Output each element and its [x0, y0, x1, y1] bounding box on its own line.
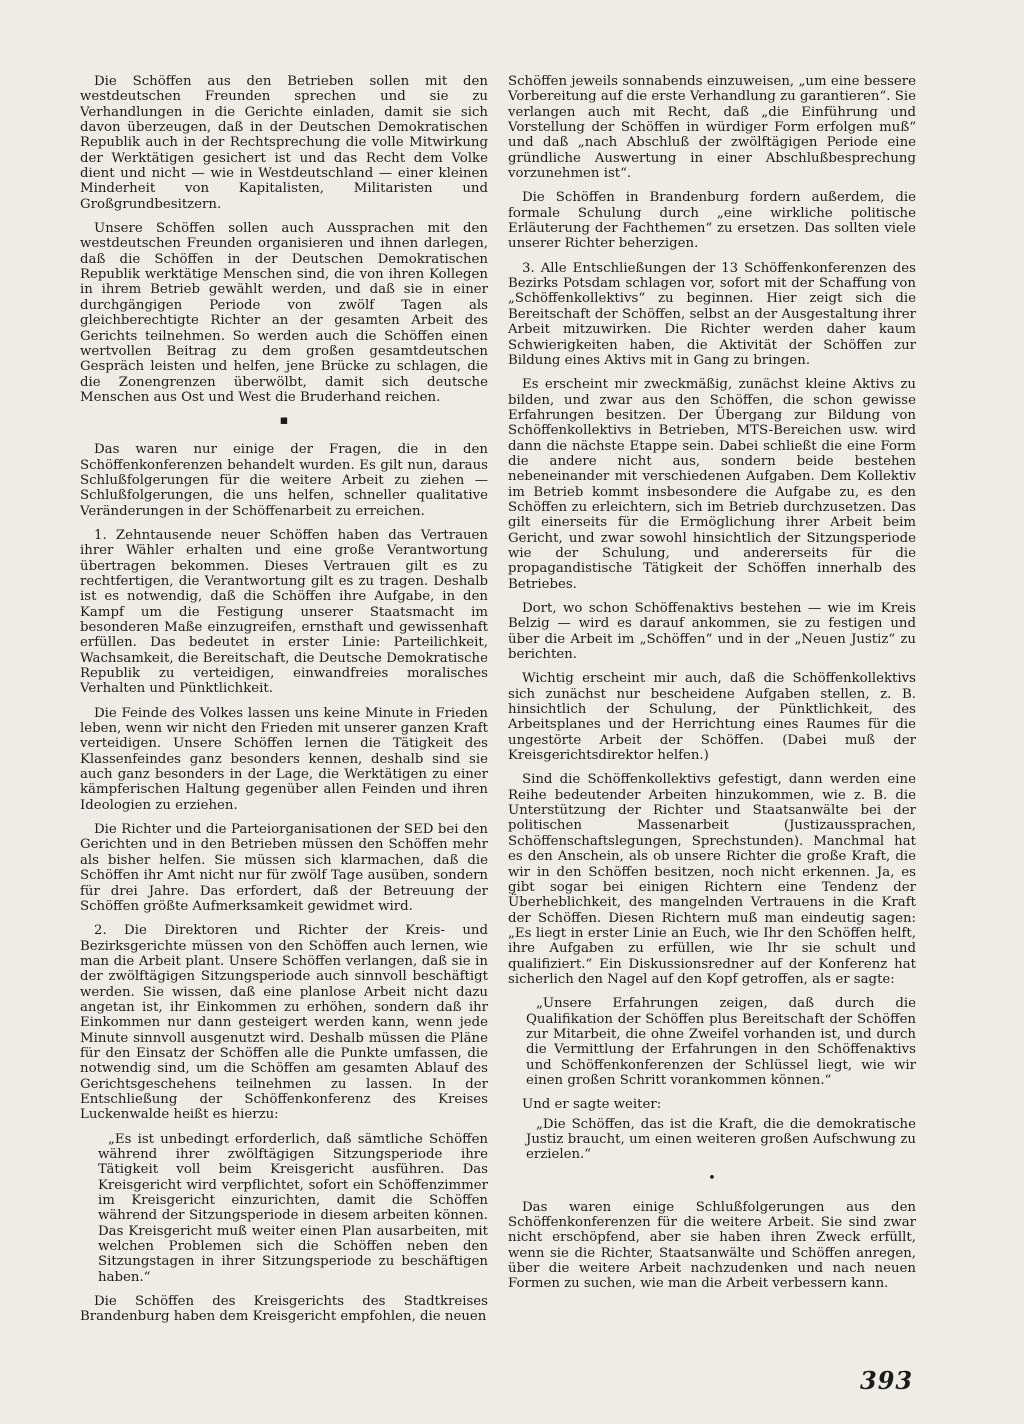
- page-number: 393: [860, 1366, 914, 1395]
- paragraph: 1. Zehntausende neuer Schöffen haben das Vertrauen ihrer Wähler erhalten und eine große Verantwortung übertragen bekommen. Dieses Vertrauen gilt es zu rechtfertigen, die Verantwortung gilt es zu tragen. Deshalb ist es notwendig, daß die Schöffen ihre Aufgabe, in den Kampf um die Festigung unserer Staatsmacht im besonderen Maße einzugreifen, ernsthaft und gewissenhaft erfüllen. Das bedeutet in erster Linie: Parteilichkeit, Wachsamkeit, die Bereitschaft, die Deutsche Demokratische Republik zu verteidigen, einwandfreies moralisches Verhalten und Pünktlichkeit.: [80, 527, 488, 697]
- paragraph: Die Schöffen aus den Betrieben sollen mit den westdeutschen Freunden sprechen und sie zu Verhandlungen in die Gerichte einladen, damit sie sich davon überzeugen, daß in der Deutschen Demokratischen Republik auch in der Rechtsprechung die volle Mitwirkung der Werktätigen gesichert ist und das Recht dem Volke dient und nicht — wie in Westdeutschland — einer kleinen Minderheit von Kapitalisten, Militaristen und Großgrundbesitzern.: [80, 74, 488, 212]
- paragraph: Es erscheint mir zweckmäßig, zunächst kleine Aktivs zu bilden, und zwar aus den Schöffen, die schon gewisse Erfahrungen besitzen. Der Übergang zur Bildung von Schöffenkollektivs in Betrieben, MTS-Bereichen usw. wird dann die nächste Etappe sein. Dabei schließt die eine Form die andere nicht aus, sondern beide bestehen nebeneinander mit verschiedenen Aufgaben. Dem Kollektiv im Betrieb kommt insbesondere die Aufgabe zu, es den Schöffen zu erleichtern, sich im Betrieb durchzusetzen. Das gilt einerseits für die Ermöglichung ihrer Arbeit beim Gericht, und zwar sowohl hinsichtlich der Sitzungsperiode wie der Schulung, und andererseits für die propagandistische Tätigkeit der Schöffen innerhalb des Betriebes.: [508, 377, 916, 592]
- paragraph: Die Schöffen in Brandenburg fordern außerdem, die formale Schulung durch „eine wirkliche politische Erläuterung der Fachthemen“ zu ersetzen. Das sollten viele unserer Richter beherzigen.: [508, 190, 916, 252]
- paragraph: Dort, wo schon Schöffenaktivs bestehen — wie im Kreis Belzig — wird es darauf ankommen, sie zu festigen und über die Arbeit im „Schöffen“ und in der „Neuen Justiz“ zu berichten.: [508, 601, 916, 663]
- paragraph: Unsere Schöffen sollen auch Aussprachen mit den westdeutschen Freunden organisieren und ihnen darlegen, daß die Schöffen in der Deutschen Demokratischen Republik werktätige Menschen sind, die von ihren Kollegen in ihrem Betrieb gewählt werden, und daß sie in einer durchgängigen Periode von zwölf Tagen als gleichberechtigte Richter an der gesamten Arbeit des Gerichts teilnehmen. So werden auch die Schöffen einen wertvollen Beitrag zu dem großen gesamtdeutschen Gespräch leisten und helfen, jene Brücke zu schlagen, die die Zonengrenzen überwölbt, damit sich deutsche Menschen aus Ost und West die Bruderhand reichen.: [80, 221, 488, 405]
- left-column: [80, 74, 488, 1334]
- block-quote: „Unsere Erfahrungen zeigen, daß durch die Qualifikation der Schöffen plus Bereitschaft der Schöffen zur Mitarbeit, die ohne Zweifel vorhanden ist, und durch die Vermittlung der Erfahrungen in den Schöffenaktivs und Schöffenkonferenzen der Schlüssel liegt, wie wir einen großen Schritt vorankommen können.“: [526, 996, 916, 1088]
- paragraph: Die Feinde des Volkes lassen uns keine Minute in Frieden leben, wenn wir nicht den Frieden mit unserer ganzen Kraft verteidigen. Unsere Schöffen lernen die Tätigkeit des Klassenfeindes ganz besonders kennen, deshalb sind sie auch ganz besonders in der Lage, die Werktätigen zu einer kämpferischen Haltung gegenüber allen Feinden und ihren Ideologien zu erziehen.: [80, 705, 488, 813]
- paragraph: Die Schöffen des Kreisgerichts des Stadtkreises Brandenburg haben dem Kreisgericht empfohlen, die neuen: [80, 1294, 488, 1325]
- section-separator: ▪: [279, 413, 289, 429]
- block-quote: „Die Schöffen, das ist die Kraft, die die demokratische Justiz braucht, um einen weiteren großen Aufschwung zu erzielen.“: [526, 1116, 916, 1163]
- paragraph: 3. Alle Entschließungen der 13 Schöffenkonferenzen des Bezirks Potsdam schlagen vor, sofort mit der Schaffung von „Schöffenkollektivs“ zu beginnen. Hier zeigt sich die Bereitschaft der Schöffen, selbst an der Ausgestaltung ihrer Arbeit mitzuwirken. Die Richter werden daher kaum Schwierigkeiten haben, die Aktivität der Schöffen zur Bildung eines Aktivs mit in Gang zu bringen.: [508, 260, 916, 368]
- right-column: [508, 74, 916, 1301]
- paragraph: Und er sagte weiter:: [522, 1097, 662, 1113]
- paragraph: Schöffen jeweils sonnabends einzuweisen, „um eine bessere Vorbereitung auf die erste Verhandlung zu garantieren“. Sie verlangen auch mit Recht, daß „die Einführung und Vorstellung der Schöffen in würdiger Form erfolgen muß“ und daß „nach Abschluß der zwölftägigen Periode eine gründliche Auswertung in einer Abschlußbesprechung vorzunehmen ist“.: [508, 74, 916, 182]
- paragraph: Die Richter und die Parteiorganisationen der SED bei den Gerichten und in den Betrieben müssen den Schöffen mehr als bisher helfen. Sie müssen sich klarmachen, daß die Schöffen ihr Amt nicht nur für zwölf Tage ausüben, sondern für drei Jahre. Das erfordert, daß der Betreuung der Schöffen größte Aufmerksamkeit gewidmet wird.: [80, 822, 488, 914]
- paragraph: Das waren nur einige der Fragen, die in den Schöffenkonferenzen behandelt wurden. Es gilt nun, daraus Schlußfolgerungen für die weitere Arbeit zu ziehen — Schlußfolgerungen, die uns helfen, schneller qualitative Veränderungen in der Schöffenarbeit zu erreichen.: [80, 442, 488, 519]
- paragraph: Sind die Schöffenkollektivs gefestigt, dann werden eine Reihe bedeutender Arbeiten hinzukommen, wie z. B. die Unterstützung der Richter und Staatsanwälte bei der politischen Massenarbeit (Justizaussprachen, Schöffenschaftslegungen, Sprechstunden). Manchmal hat es den Anschein, als ob unsere Richter die große Kraft, die wir in den Schöffen besitzen, noch nicht erkennen. Ja, es gibt sogar bei einigen Richtern eine Tendenz der Überheblichkeit, des mangelnden Vertrauens in die Kraft der Schöffen. Diesen Richtern muß man eindeutig sagen: „Es liegt in erster Linie an Euch, wie Ihr den Schöffen helft, ihre Aufgaben zu erfüllen, wie Ihr sie schult und qualifiziert.“ Ein Diskussionsredner auf der Konferenz hat sicherlich den Nagel auf den Kopf getroffen, als er sagte:: [508, 772, 916, 987]
- paragraph: 2. Die Direktoren und Richter der Kreis- und Bezirksgerichte müssen von den Schöffen auch lernen, wie man die Arbeit plant. Unsere Schöffen verlangen, daß sie in der zwölftägigen Sitzungsperiode auch sinnvoll beschäftigt werden. Sie wissen, daß eine planlose Arbeit nicht dazu angetan ist, ihr Einkommen zu erhöhen, sondern daß ihr Einkommen nur dann gesteigert werden kann, wenn jede Minute sinnvoll ausgenutzt wird. Deshalb müssen die Pläne für den Einsatz der Schöffen alle die Punkte umfassen, die notwendig sind, um die Schöffen am gesamten Ablauf des Gerichtsgeschehens teilnehmen zu lassen. In der Entschließung der Schöffenkonferenz des Kreises Luckenwalde heißt es hierzu:: [80, 923, 488, 1123]
- paragraph: Das waren einige Schlußfolgerungen aus den Schöffenkonferenzen für die weitere Arbeit. Sie sind zwar nicht erschöpfend, aber sie haben ihren Zweck erfüllt, wenn sie die Richter, Staatsanwälte und Schöffen anregen, über die weitere Arbeit nachzudenken und nach neuen Formen zu suchen, wie man die Arbeit verbessern kann.: [508, 1199, 916, 1292]
- paragraph: Wichtig erscheint mir auch, daß die Schöffenkollektivs sich zunächst nur bescheidene Aufgaben stellen, z. B. hinsichtlich der Schulung, der Pünktlichkeit, des Arbeitsplanes und der Herrichtung eines Raumes für die ungestörte Arbeit der Schöffen. (Dabei muß der Kreisgerichtsdirektor helfen.): [508, 671, 916, 764]
- section-separator: •: [708, 1170, 716, 1186]
- block-quote: „Es ist unbedingt erforderlich, daß sämtliche Schöffen während ihrer zwölftägigen Sitzungsperiode ihre Tätigkeit voll beim Kreisgericht ausführen. Das Kreisgericht wird verpflichtet, sofort ein Schöffenzimmer im Kreisgericht einzurichten, damit die Schöffen während der Sitzungsperiode in diesem arbeiten können. Das Kreisgericht muß weiter einen Plan ausarbeiten, mit welchen Problemen sich die Schöffen neben den Sitzungstagen in ihrer Sitzungsperiode zu beschäftigen haben.“: [98, 1131, 488, 1285]
